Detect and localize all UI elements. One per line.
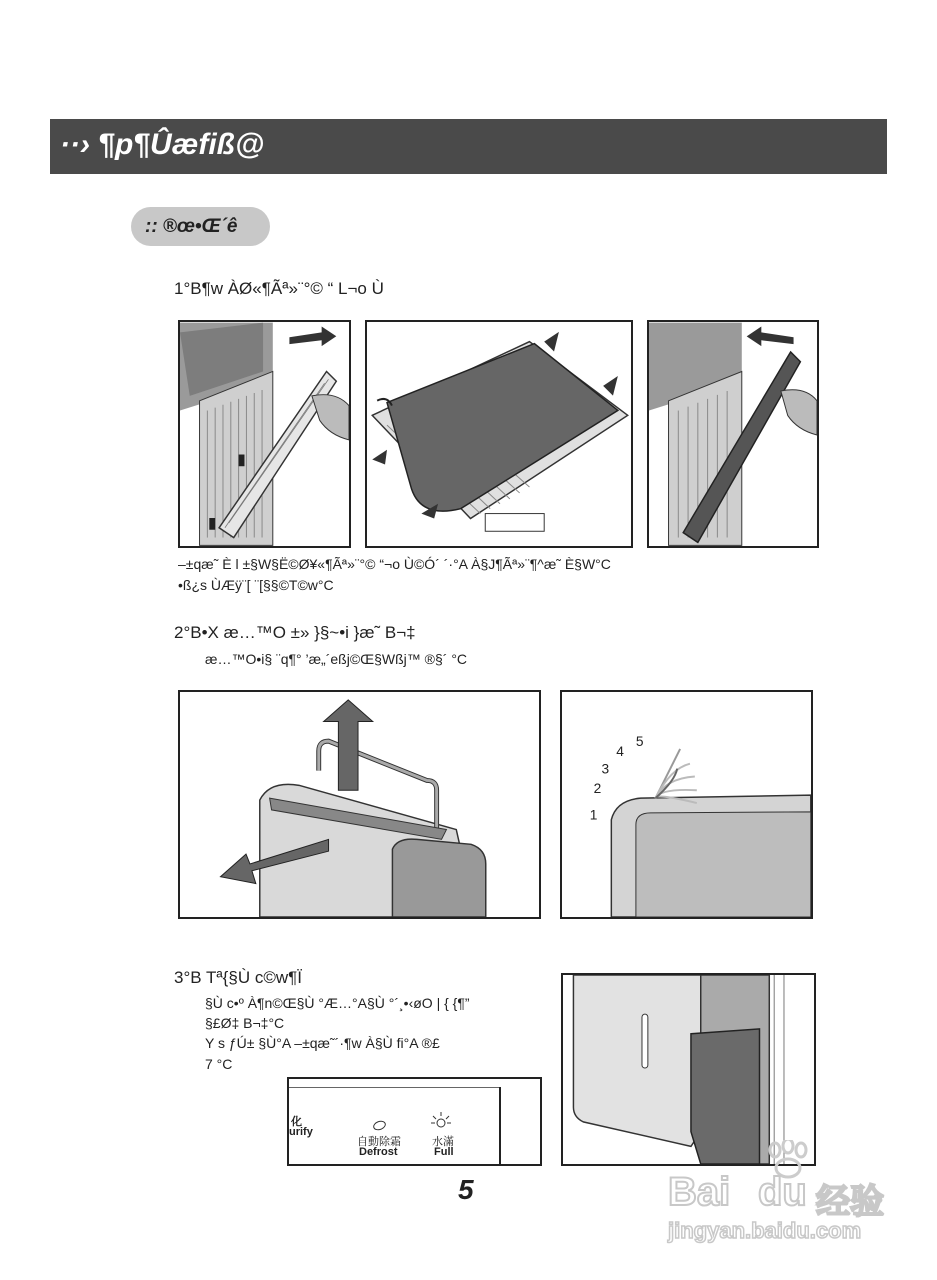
filter-remove-illustration (180, 322, 349, 546)
step3-figure (561, 973, 816, 1166)
step3-line4: 7 °C (205, 1056, 233, 1072)
step2-subtitle: æ…™O•i§ ¨q¶° ’æ„´eßj©Œ§Wßj™ ®§´ °C (205, 651, 468, 667)
defrost-indicator-icon (372, 1119, 387, 1132)
full-indicator-icon (430, 1111, 452, 1133)
step2-figure-b (560, 690, 813, 919)
step3-title: 3°B Tª{§Ù c©w¶Ï (174, 968, 302, 987)
tank-installed-illustration (563, 975, 814, 1164)
step1-figure-c (647, 320, 819, 548)
level-label-3: 3 (601, 761, 610, 777)
step2-title: 2°B•X æ…™O ±» }§~•i }æ˜ B¬‡ (174, 623, 416, 642)
full-cn-label: 水滿 (432, 1136, 454, 1148)
filter-install-illustration (649, 322, 817, 546)
watermark-brand: Bai (668, 1170, 731, 1214)
page-title: ··› ¶p¶Ûæfiß@ (60, 128, 265, 161)
step1-title: 1°B¶w ÀØ«¶Ãª»¨°© “ L¬o Ù (174, 279, 384, 298)
level-label-5: 5 (635, 734, 644, 750)
step1-figure-a (178, 320, 351, 548)
level-label-2: 2 (593, 781, 602, 797)
defrost-en-label: Defrost (359, 1146, 398, 1158)
filter-frame-illustration (367, 322, 631, 546)
step3-line2: §£Ø‡ B¬‡°C (205, 1015, 285, 1031)
full-en-label: Full (434, 1146, 454, 1158)
watermark-brand-du: du (758, 1170, 807, 1214)
section-pill-label: :: ®œ•Œ´ê (145, 216, 238, 237)
step3-line3: Y s ƒÚ± §Ù°A –±qæ˜´·¶w À§Ù fi°A ®£ (205, 1035, 440, 1051)
watermark-cn: 经验 (816, 1183, 884, 1221)
step1-figure-b (365, 320, 633, 548)
defrost-cn-label: 自動除霜 (357, 1136, 401, 1148)
watermark (668, 1150, 908, 1250)
float-level-illustration (562, 692, 811, 917)
step2-figure-a (178, 690, 541, 919)
control-panel-closeup (287, 1077, 542, 1166)
level-label-4: 4 (616, 743, 624, 759)
level-label-1: 1 (589, 807, 598, 823)
step1-caption-line1: –±qæ˜ È l ±§W§Ë©Ø¥«¶Ãª»¨°© “¬o Ù©Ó´ ´·°A À§J¶Ãª»¨¶^æ˜ È§W°C (178, 556, 611, 572)
purify-en-label: urify (289, 1126, 313, 1138)
step1-caption-line2: •ß¿s ÙÆÿ¨[ ¨[§§©T©w°C (178, 577, 334, 593)
step3-line1: §Ù c•º À¶n©Œ§Ù °Æ…°A§Ù °´¸•‹øO | { {¶” (205, 995, 470, 1011)
watermark-url: jingyan.baidu.com (668, 1218, 862, 1243)
page-number: 5 (458, 1174, 474, 1205)
purify-cn-label: 化 (291, 1116, 302, 1128)
tank-lift-illustration (180, 692, 539, 917)
